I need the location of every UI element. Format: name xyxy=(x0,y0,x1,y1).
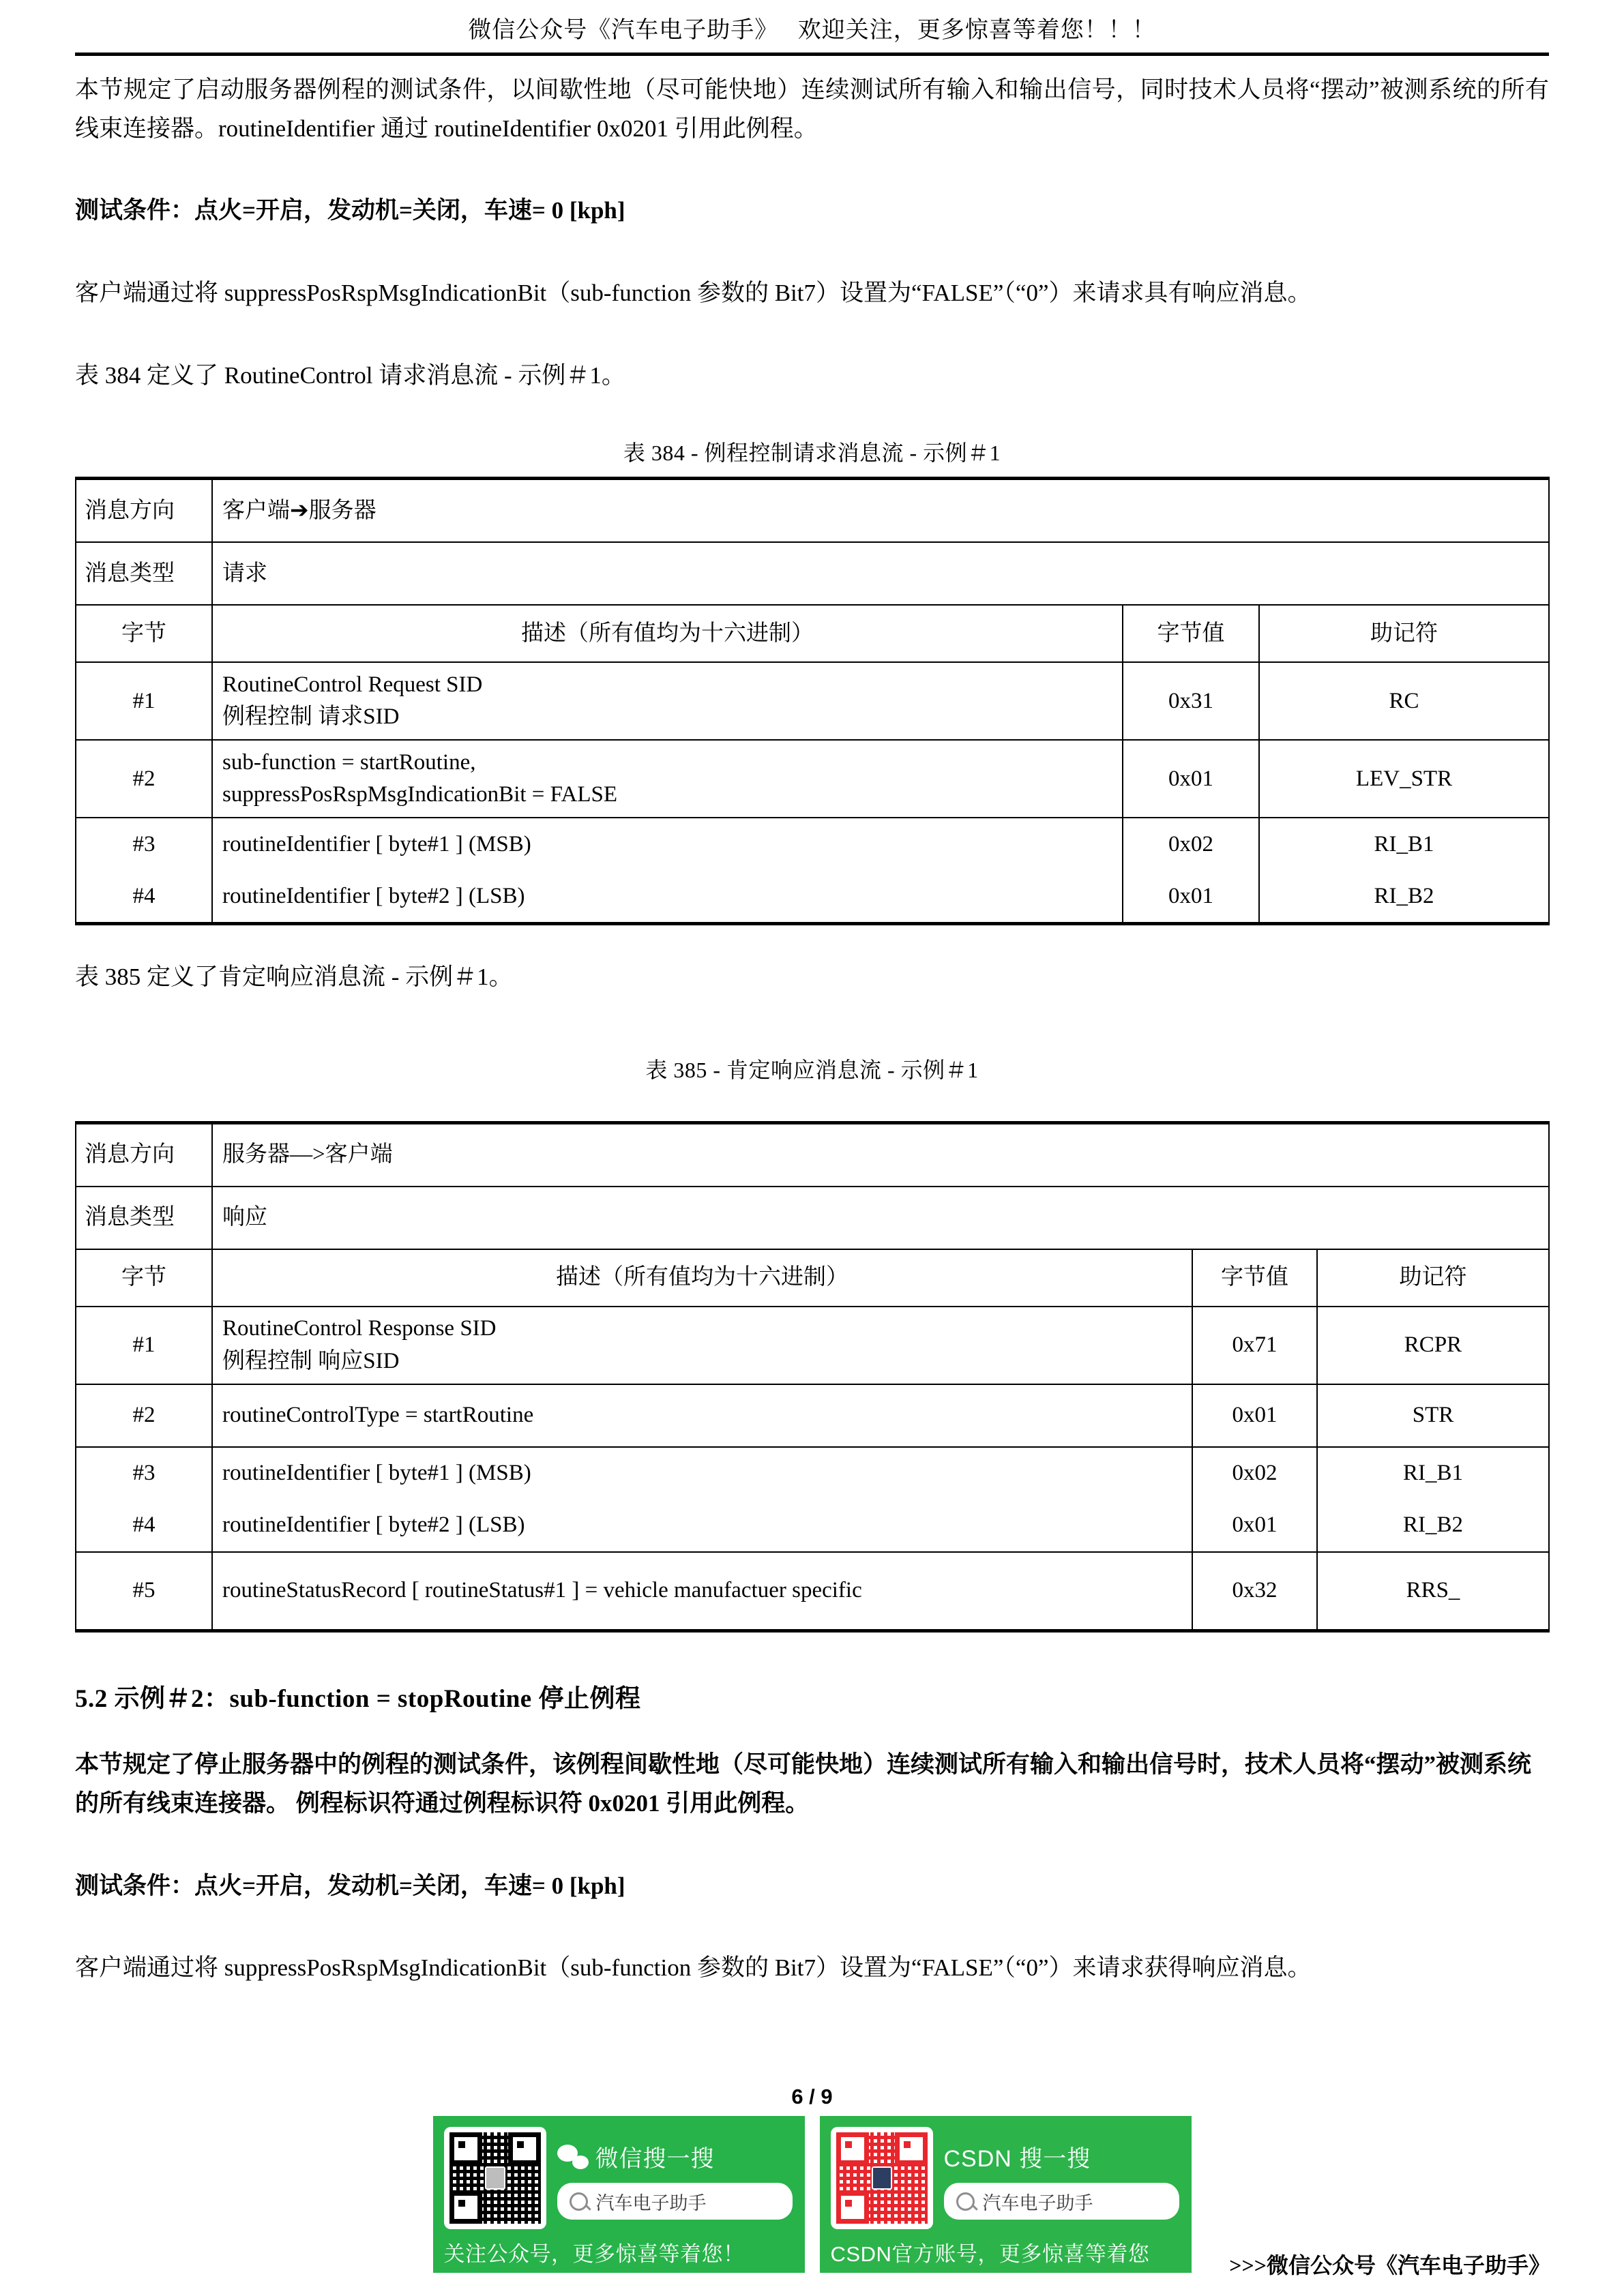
meta-label-type: 消息类型 xyxy=(76,542,212,605)
spacer xyxy=(75,1931,1549,1949)
col-header-mnemonic: 助记符 xyxy=(1259,605,1549,662)
table-row xyxy=(76,479,1549,543)
meta-label-direction: 消息方向 xyxy=(76,1123,212,1187)
cell-byte: #4 xyxy=(76,870,212,924)
cell-mnemonic: LEV_STR xyxy=(1259,740,1549,818)
table-row xyxy=(76,1187,1549,1249)
promo-card-wechat[interactable] xyxy=(433,2116,805,2273)
paragraph-intro-start-routine: 本节规定了启动服务器例程的测试条件，以间歇性地（尽可能快地）连续测试所有输入和输出信号，同时技术人员将“摆动”被测系统的所有线束连接器。routineIdentifier 通过 routineIdentifier 0x0201 引用此例程。 xyxy=(75,76,1549,142)
promo-top-row xyxy=(831,2127,1183,2233)
search-icon xyxy=(570,2192,588,2211)
qr-finder-bottom-left-icon xyxy=(449,2191,482,2224)
table-row xyxy=(76,818,1549,870)
table-row xyxy=(76,1552,1549,1631)
spacer xyxy=(75,1632,1549,1678)
cell-mnemonic: RCPR xyxy=(1317,1307,1549,1384)
cell-byte: #1 xyxy=(76,1307,212,1384)
promo-right-column xyxy=(944,2127,1183,2233)
cell-mnemonic: RI_B2 xyxy=(1317,1500,1549,1552)
cell-byte: #3 xyxy=(76,1447,212,1500)
test-conditions-1: 测试条件：点火=开启，发动机=关闭，车速= 0 [kph] xyxy=(75,197,625,224)
cell-byte-value: 0x32 xyxy=(1192,1552,1317,1631)
cell-mnemonic: RI_B1 xyxy=(1259,818,1549,870)
search-icon xyxy=(956,2192,975,2211)
cell-mnemonic: RI_B2 xyxy=(1259,870,1549,924)
page-footer xyxy=(0,2085,1624,2296)
cell-description xyxy=(212,740,1123,818)
description-line-2: 例程控制 响应SID xyxy=(222,1349,400,1374)
col-header-mnemonic: 助记符 xyxy=(1317,1249,1549,1307)
cell-description: routineIdentifier [ byte#2 ] (LSB) xyxy=(212,870,1123,924)
cell-description: routineIdentifier [ byte#2 ] (LSB) xyxy=(212,1500,1192,1552)
cell-mnemonic: RC xyxy=(1259,662,1549,740)
cell-byte-value: 0x02 xyxy=(1192,1447,1317,1500)
cell-mnemonic: RRS_ xyxy=(1317,1552,1549,1631)
spacer xyxy=(75,1020,1549,1053)
cell-byte-value: 0x31 xyxy=(1123,662,1259,740)
col-header-description: 描述（所有值均为十六进制） xyxy=(212,605,1123,662)
promo-card-csdn[interactable] xyxy=(820,2116,1192,2273)
qr-finder-bottom-left-icon xyxy=(836,2191,869,2224)
description-line-2: 例程控制 请求SID xyxy=(222,704,400,730)
wechat-brand-row xyxy=(557,2140,793,2173)
cell-byte: #1 xyxy=(76,662,212,740)
description-line-2: suppressPosRspMsgIndicationBit = FALSE xyxy=(222,782,618,807)
table-row xyxy=(76,740,1549,818)
cell-mnemonic: STR xyxy=(1317,1384,1549,1447)
cell-description xyxy=(212,1307,1192,1384)
cell-byte: #3 xyxy=(76,818,212,870)
meta-value-direction: 客户端➔服务器 xyxy=(212,479,1549,543)
paragraph-table384-ref: 表 384 定义了 RoutineControl 请求消息流 - 示例＃1。 xyxy=(75,361,625,389)
header-divider xyxy=(75,53,1549,56)
description-line-1: sub-function = startRoutine, xyxy=(222,749,476,775)
page-header-banner: 微信公众号《汽车电子助手》 欢迎关注，更多惊喜等着您！！！ xyxy=(468,18,1156,43)
qr-center-logo-icon xyxy=(872,2166,892,2190)
promo-top-row xyxy=(444,2127,797,2233)
meta-label-type: 消息类型 xyxy=(76,1187,212,1249)
col-header-byte-value: 字节值 xyxy=(1192,1249,1317,1307)
spacer xyxy=(75,339,1549,357)
meta-value-type: 请求 xyxy=(212,542,1549,605)
qr-finder-top-left-icon xyxy=(836,2132,869,2165)
cell-byte: #4 xyxy=(76,1500,212,1552)
cell-description xyxy=(212,662,1123,740)
paragraph-table385-ref: 表 385 定义了肯定响应消息流 - 示例＃1。 xyxy=(75,964,513,991)
test-conditions-2: 测试条件：点火=开启，发动机=关闭，车速= 0 [kph] xyxy=(75,1872,625,1899)
cell-description: routineIdentifier [ byte#1 ] (MSB) xyxy=(212,818,1123,870)
table-385-caption: 表 385 - 肯定响应消息流 - 示例＃1 xyxy=(645,1058,979,1083)
page-number: 6 / 9 xyxy=(791,2085,833,2108)
csdn-promo-tagline: CSDN官方账号，更多惊喜等着您 xyxy=(830,2242,1150,2266)
wechat-qr-code-icon[interactable] xyxy=(444,2127,546,2229)
wechat-promo-tagline: 关注公众号，更多惊喜等着您！ xyxy=(443,2242,745,2266)
cell-description: routineStatusRecord [ routineStatus#1 ] = vehicle manufactuer specific xyxy=(212,1552,1192,1631)
csdn-brand-row xyxy=(944,2140,1179,2173)
wechat-brand-label: 微信搜一搜 xyxy=(595,2146,715,2172)
cell-byte-value: 0x02 xyxy=(1123,818,1259,870)
cell-byte-value: 0x01 xyxy=(1192,1500,1317,1552)
cell-byte-value: 0x71 xyxy=(1192,1307,1317,1384)
col-header-byte: 字节 xyxy=(76,605,212,662)
table-384-caption: 表 384 - 例程控制请求消息流 - 示例＃1 xyxy=(623,441,1001,466)
spacer xyxy=(75,256,1549,274)
qr-finder-top-right-icon xyxy=(895,2132,928,2165)
csdn-search-pill[interactable] xyxy=(944,2183,1179,2220)
csdn-search-keyword: 汽车电子助手 xyxy=(982,2192,1093,2213)
table-row xyxy=(76,1307,1549,1384)
qr-center-logo-icon xyxy=(485,2166,505,2190)
table-385-positive-response xyxy=(75,1121,1550,1632)
cell-byte: #2 xyxy=(76,740,212,818)
cell-byte: #5 xyxy=(76,1552,212,1631)
wechat-search-pill[interactable] xyxy=(557,2183,793,2220)
description-line-1: RoutineControl Response SID xyxy=(222,1316,497,1341)
col-header-description: 描述（所有值均为十六进制） xyxy=(212,1249,1192,1307)
qr-pattern xyxy=(836,2132,928,2224)
meta-value-type: 响应 xyxy=(212,1187,1549,1249)
cell-mnemonic: RI_B1 xyxy=(1317,1447,1549,1500)
col-header-byte-value: 字节值 xyxy=(1123,605,1259,662)
cell-description: routineControlType = startRoutine xyxy=(212,1384,1192,1447)
qr-finder-top-left-icon xyxy=(449,2132,482,2165)
csdn-brand-label: CSDN 搜一搜 xyxy=(943,2146,1091,2172)
table-row xyxy=(76,542,1549,605)
meta-value-direction: 服务器—>客户端 xyxy=(212,1123,1549,1187)
spacer xyxy=(75,174,1549,192)
table-row xyxy=(76,662,1549,740)
cell-byte: #2 xyxy=(76,1384,212,1447)
table-header-row xyxy=(76,605,1549,662)
qr-pattern xyxy=(449,2132,541,2224)
table-row xyxy=(76,1384,1549,1447)
cell-byte-value: 0x01 xyxy=(1123,870,1259,924)
spacer xyxy=(75,1849,1549,1867)
meta-label-direction: 消息方向 xyxy=(76,479,212,543)
table-row xyxy=(76,1500,1549,1552)
table-384-routine-control-request xyxy=(75,477,1550,925)
cell-byte-value: 0x01 xyxy=(1123,740,1259,818)
table-row xyxy=(76,1123,1549,1187)
paragraph-suppress-bit-1: 客户端通过将 suppressPosRspMsgIndicationBit（sub-function 参数的 Bit7）设置为“FALSE”（“0”）来请求具有响应消息。 xyxy=(75,280,1312,307)
paragraph-suppress-bit-2: 客户端通过将 suppressPosRspMsgIndicationBit（sub-function 参数的 Bit7）设置为“FALSE”（“0”）来请求获得响应消息。 xyxy=(75,1954,1312,1982)
footer-tagline: >>>微信公众号《汽车电子助手》 xyxy=(1229,2253,1550,2278)
paragraph-intro-stop-routine: 本节规定了停止服务器中的例程的测试条件，该例程间歇性地（尽可能快地）连续测试所有输入和输出信号时，技术人员将“摆动”被测系统的所有线束连接器。 例程标识符通过例程标识符 0x0201 引用此例程。 xyxy=(75,1751,1532,1817)
spacer xyxy=(75,418,1549,436)
cell-description: routineIdentifier [ byte#1 ] (MSB) xyxy=(212,1447,1192,1500)
table-header-row xyxy=(76,1249,1549,1307)
wechat-logo-icon xyxy=(557,2145,589,2169)
col-header-byte: 字节 xyxy=(76,1249,212,1307)
qr-finder-top-right-icon xyxy=(508,2132,541,2165)
wechat-search-keyword: 汽车电子助手 xyxy=(595,2192,707,2213)
spacer xyxy=(75,925,1549,958)
csdn-qr-code-icon[interactable] xyxy=(831,2127,933,2229)
description-line-1: RoutineControl Request SID xyxy=(222,672,483,697)
table-row xyxy=(76,870,1549,924)
section-heading-5-2: 5.2 示例＃2：sub-function = stopRoutine 停止例程 xyxy=(75,1685,641,1714)
promo-right-column xyxy=(557,2127,797,2233)
table-row xyxy=(76,1447,1549,1500)
cell-byte-value: 0x01 xyxy=(1192,1384,1317,1447)
wechat-bubble-small-icon xyxy=(572,2156,589,2169)
